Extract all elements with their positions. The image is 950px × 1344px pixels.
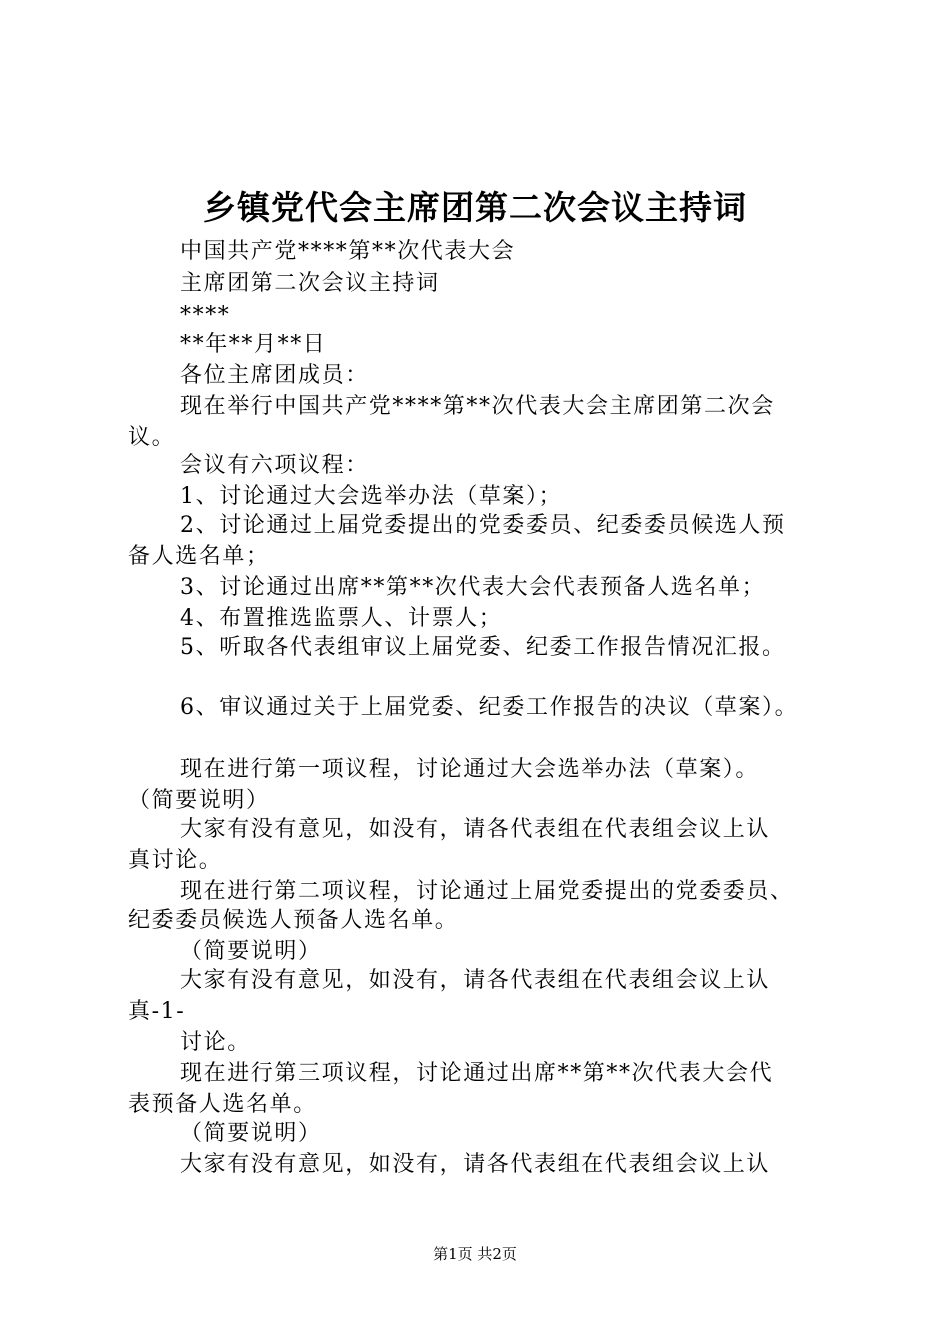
body-line: （简要说明） bbox=[128, 788, 270, 813]
body-line: 大家有没有意见，如没有，请各代表组在代表组会议上认 bbox=[180, 968, 771, 993]
agenda-item: 3、讨论通过出席**第**次代表大会代表预备人选名单； bbox=[180, 575, 766, 600]
body-line: （简要说明） bbox=[180, 1121, 322, 1146]
body-line: 真-1- bbox=[128, 999, 186, 1024]
body-line: 现在进行第二项议程，讨论通过上届党委提出的党委委员、 bbox=[180, 879, 794, 904]
body-line: 表预备人选名单。 bbox=[128, 1092, 317, 1117]
body-line: 会议有六项议程： bbox=[180, 453, 369, 478]
body-line: 现在进行第三项议程，讨论通过出席**第**次代表大会代 bbox=[180, 1061, 774, 1086]
body-line: **** bbox=[180, 303, 231, 328]
agenda-item: 2、讨论通过上届党委提出的党委委员、纪委委员候选人预 bbox=[180, 513, 786, 538]
body-line: 现在举行中国共产党****第**次代表大会主席团第二次会 bbox=[180, 394, 775, 419]
body-line: 大家有没有意见，如没有，请各代表组在代表组会议上认 bbox=[180, 1152, 771, 1177]
agenda-item: 1、讨论通过大会选举办法（草案）； bbox=[180, 484, 563, 509]
body-line: 真讨论。 bbox=[128, 848, 223, 873]
agenda-item: 备人选名单； bbox=[128, 544, 270, 569]
body-line: 讨论。 bbox=[180, 1030, 251, 1055]
page-footer: 第1页 共2页 bbox=[433, 1245, 517, 1263]
body-line: **年**月**日 bbox=[180, 332, 327, 357]
body-line: 大家有没有意见，如没有，请各代表组在代表组会议上认 bbox=[180, 817, 771, 842]
body-line: 主席团第二次会议主持词 bbox=[180, 271, 440, 296]
agenda-item: 6、审议通过关于上届党委、纪委工作报告的决议（草案）。 bbox=[180, 695, 799, 720]
document-title: 乡镇党代会主席团第二次会议主持词 bbox=[203, 188, 747, 227]
agenda-item: 4、布置推选监票人、计票人； bbox=[180, 606, 503, 631]
body-line: 中国共产党****第**次代表大会 bbox=[180, 239, 516, 264]
body-line: 现在进行第一项议程，讨论通过大会选举办法（草案）。 bbox=[180, 757, 760, 782]
body-line: 各位主席团成员： bbox=[180, 363, 369, 388]
body-line: 纪委委员候选人预备人选名单。 bbox=[128, 908, 459, 933]
agenda-item: 5、听取各代表组审议上届党委、纪委工作报告情况汇报。 bbox=[180, 635, 786, 660]
body-line: 议。 bbox=[128, 425, 176, 450]
body-line: （简要说明） bbox=[180, 939, 322, 964]
